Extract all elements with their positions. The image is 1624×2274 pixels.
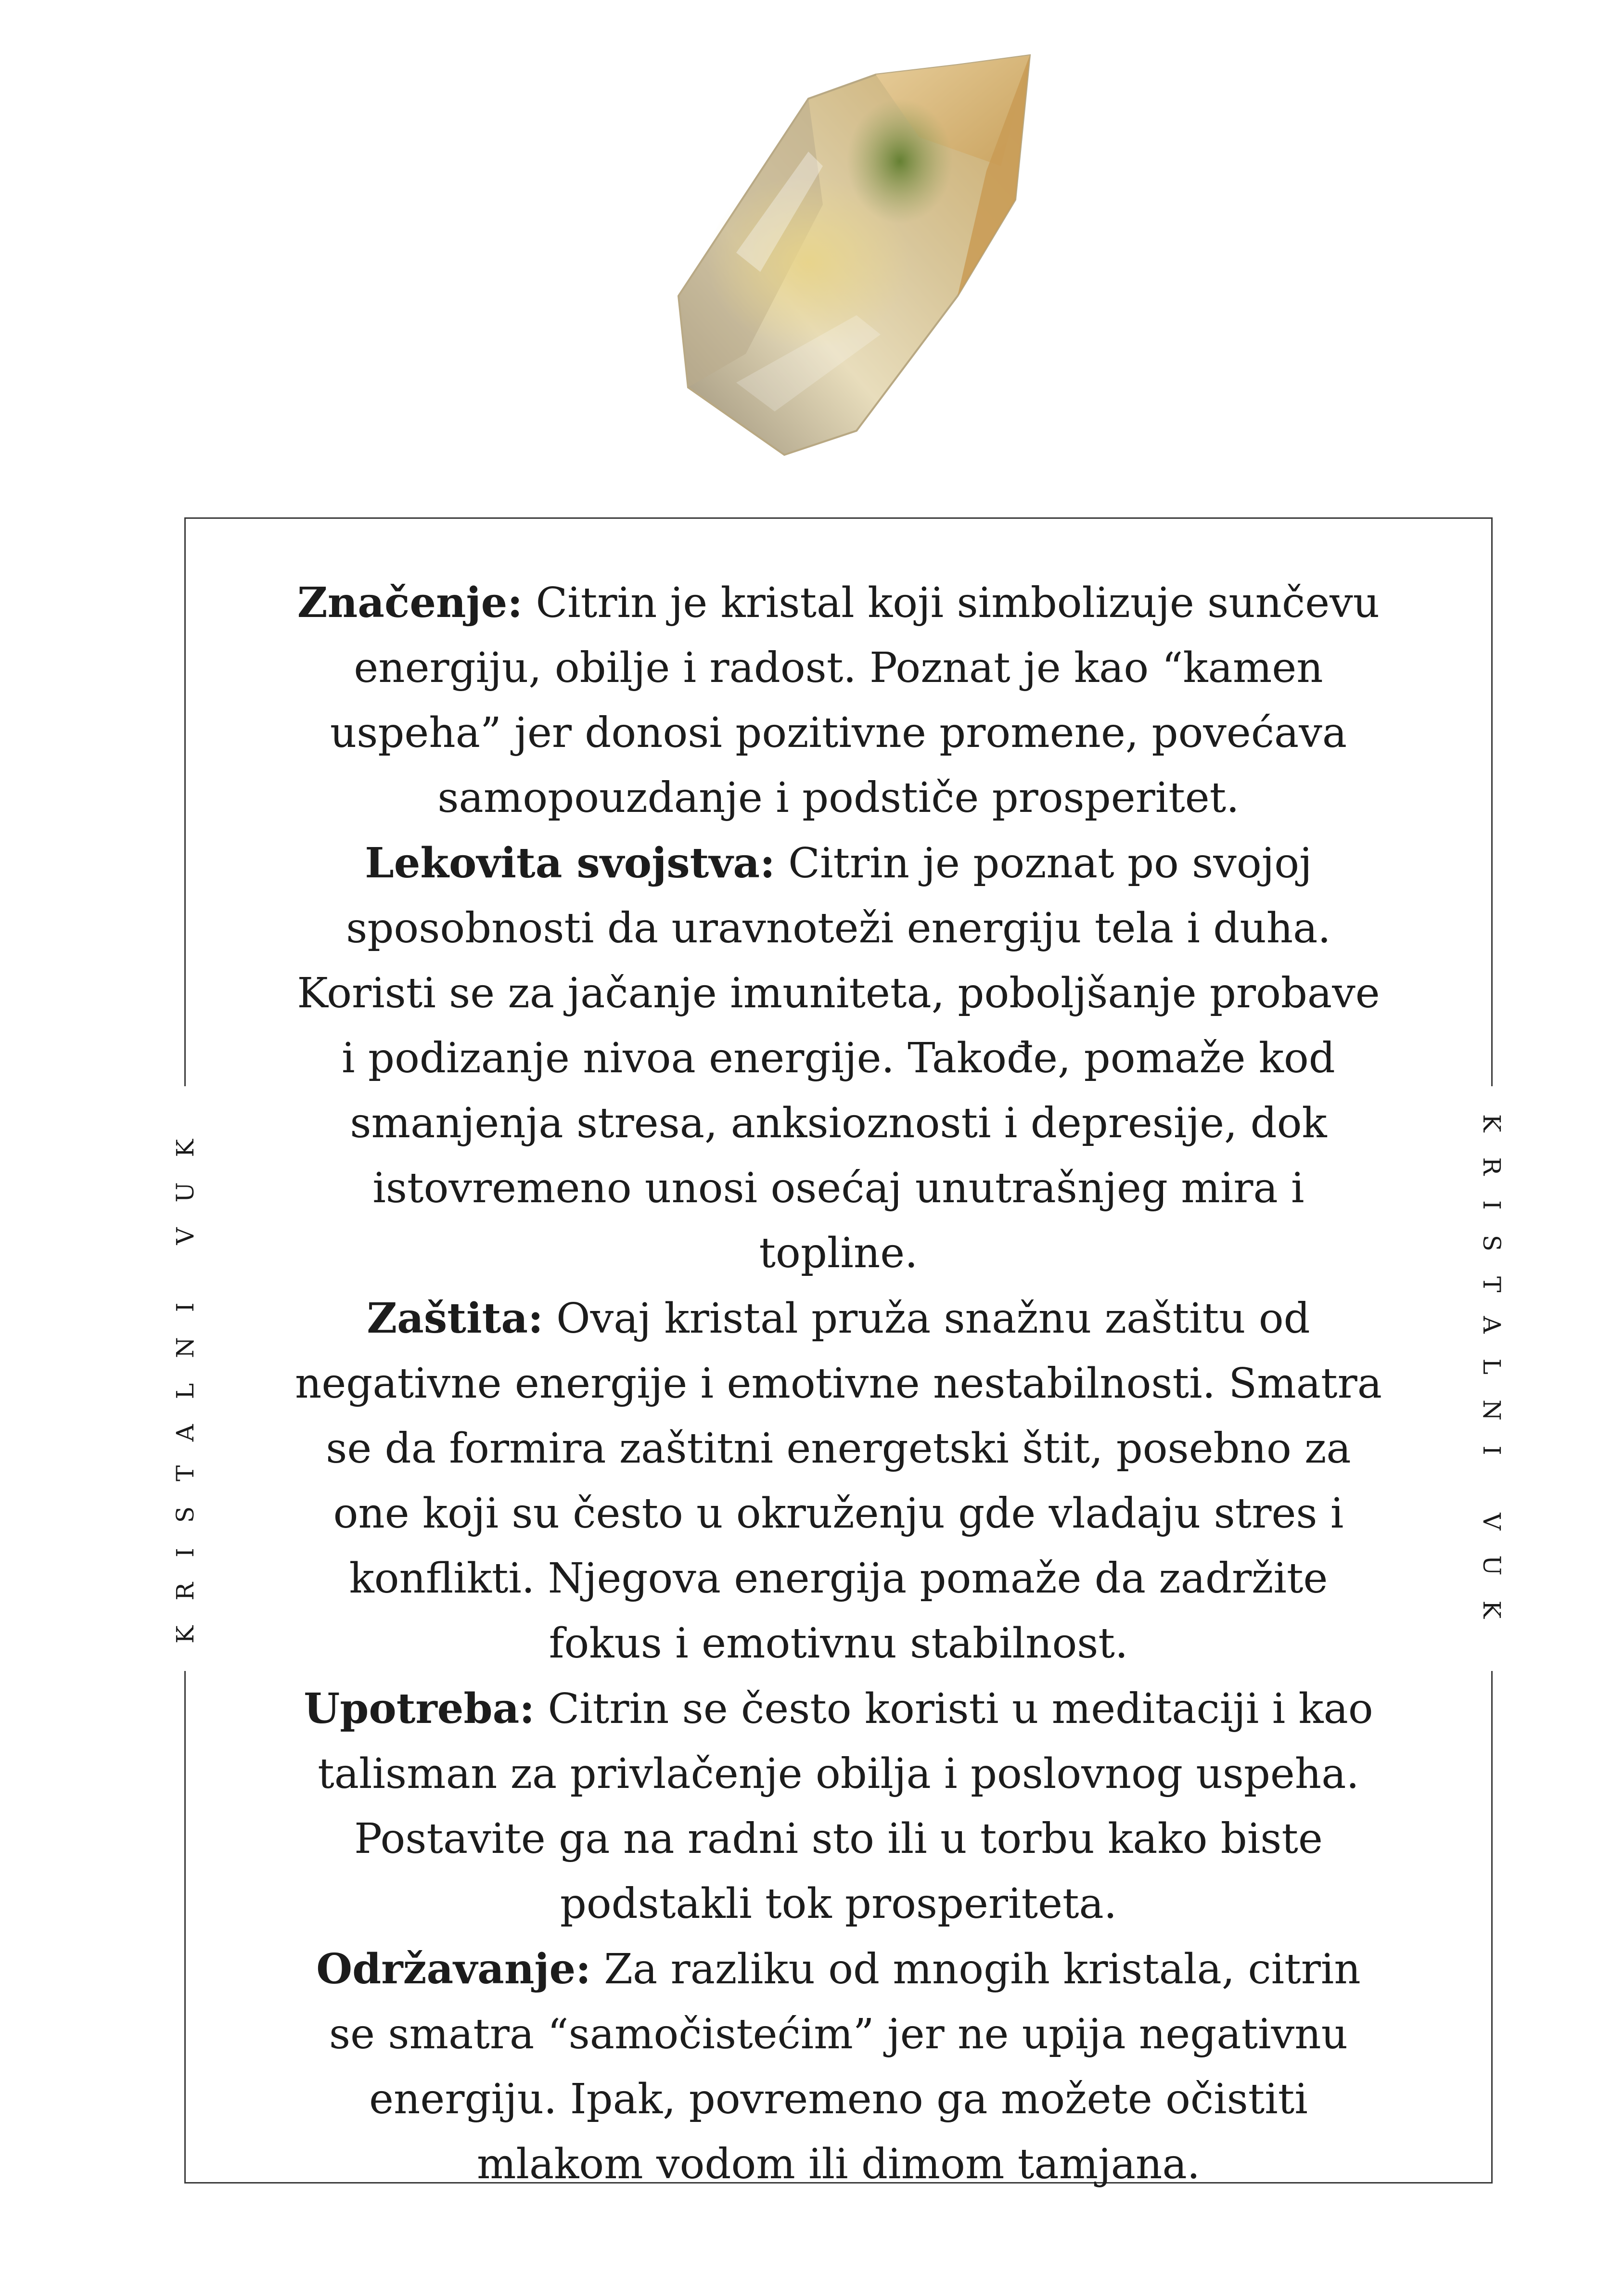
section-heading: Upotreba: bbox=[304, 1684, 535, 1733]
section-protection bbox=[289, 1286, 1388, 1676]
section-text: Ovaj kristal pruža snažnu zaštitu od negativne energije i emotivne nestabilnosti. Smatra se da formira zaštitni energetski štit, posebno za one koji su često u okruženju gde vladaju stres i konflikti. Njegova energija pomaže da zadržite fokus i emotivnu stabilnost. bbox=[295, 1295, 1382, 1668]
frame-top-border bbox=[184, 517, 1493, 519]
frame-left-border bbox=[184, 517, 186, 1086]
section-text: Citrin se često koristi u meditaciji i kao talisman za privlačenje obilja i poslovnog uspeha. Postavite ga na radni sto ili u torbu kako biste podstakli tok prosperiteta. bbox=[318, 1685, 1373, 1928]
section-text: Citrin je kristal koji simbolizuje sunčevu energiju, obilje i radost. Poznat je kao “kamen uspeha” jer donosi pozitivne promene, povećava samopouzdanje i podstiče prosperitet. bbox=[330, 579, 1380, 822]
brand-label-text: KRISTALNI VUK bbox=[171, 1114, 199, 1644]
citrine-crystal-icon bbox=[650, 46, 1054, 460]
section-text: Citrin je poznat po svojoj sposobnosti da uravnoteži energiju tela i duha. Koristi se za jačanje imuniteta, poboljšanje probave i podizanje nivoa energije. Takođe, pomaže kod smanjenja stresa, anksioznosti i depresije, dok istovremeno unosi osećaj unutrašnjeg mira i topline. bbox=[297, 839, 1380, 1277]
section-heading: Lekovita svojstva: bbox=[365, 839, 775, 887]
crystal-inclusion bbox=[847, 99, 953, 224]
section-healing bbox=[289, 831, 1388, 1286]
section-heading: Održavanje: bbox=[316, 1945, 591, 1993]
section-heading: Zaštita: bbox=[367, 1294, 543, 1343]
section-maintenance bbox=[289, 1937, 1388, 2197]
frame-right-border bbox=[1491, 517, 1493, 1086]
frame-right-border bbox=[1491, 1671, 1493, 2184]
frame-left-border bbox=[184, 1671, 186, 2184]
brand-label-left bbox=[164, 1114, 207, 1644]
brand-label-right bbox=[1470, 1114, 1513, 1644]
section-text: Za razliku od mnogih kristala, citrin se smatra “samočistećim” jer ne upija negativnu energiju. Ipak, povremeno ga možete očistiti mlakom vodom ili dimom tamjana. bbox=[329, 1945, 1361, 2188]
crystal-description bbox=[289, 570, 1388, 2197]
section-heading: Značenje: bbox=[297, 578, 523, 627]
section-usage bbox=[289, 1676, 1388, 1937]
brand-label-text: KRISTALNI VUK bbox=[1478, 1114, 1506, 1644]
section-meaning bbox=[289, 570, 1388, 831]
